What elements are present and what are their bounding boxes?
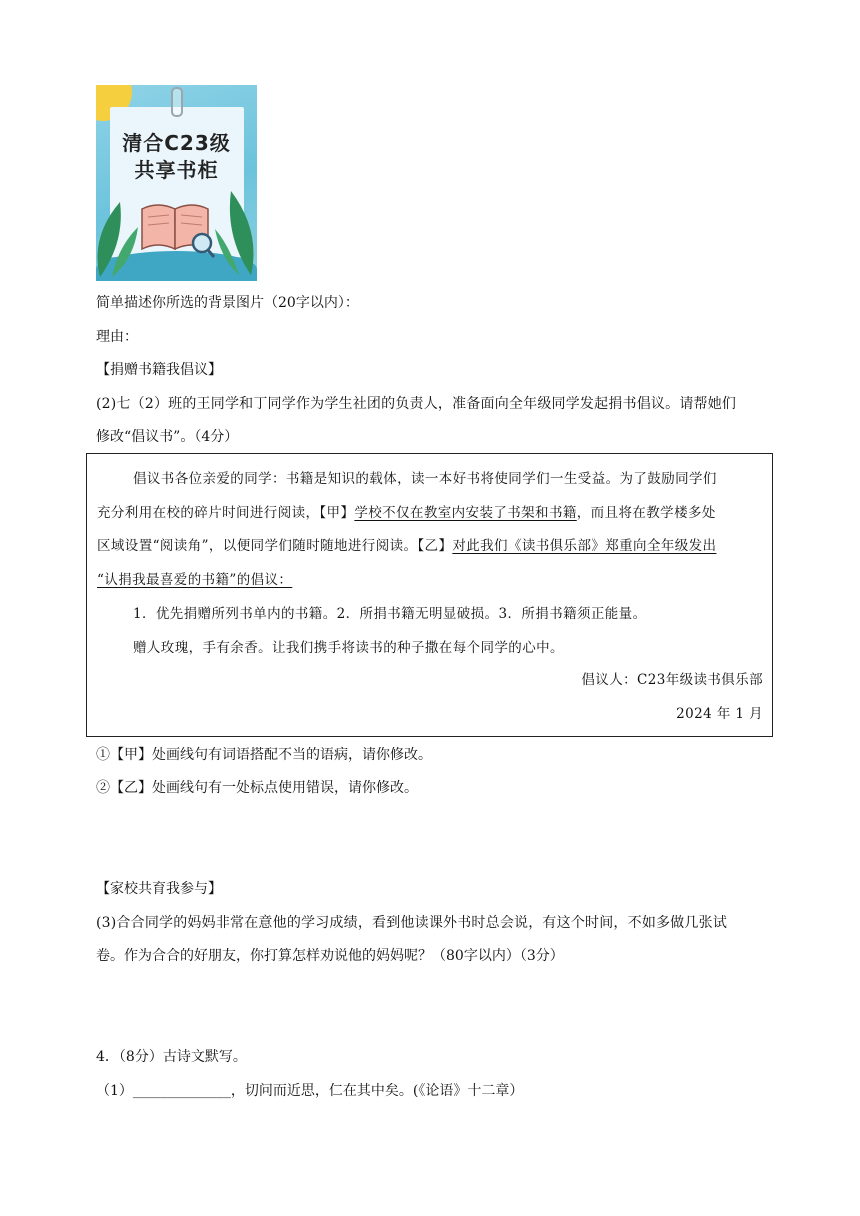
underlined-sentence-yi-cont: “认捐我最喜爱的书籍”的倡议： xyxy=(97,572,293,588)
question-4-item-1: （1）______________，切问而近思，仁在其中矣。(《论语》十二章） xyxy=(96,1083,524,1099)
section-heading-donate: 【捐赠书籍我倡议】 xyxy=(96,362,222,378)
proposal-list: 1．优先捐赠所列书单内的书籍。2．所捐书籍无明显破损。3．所捐书籍须正能量。 xyxy=(133,606,647,622)
question-3-text-cont: 卷。作为合合的好朋友，你打算怎样劝说他的妈妈呢？（80字以内）（3分） xyxy=(96,948,564,964)
bg-describe-prompt: 简单描述你所选的背景图片（20字以内）： xyxy=(96,295,359,311)
sub-question-a: ①【甲】处画线句有词语搭配不当的语病，请你修改。 xyxy=(96,747,432,763)
sub-question-b: ②【乙】处画线句有一处标点使用错误，请你修改。 xyxy=(96,780,418,796)
underlined-sentence-yi: 对此我们《读书俱乐部》郑重向全年级发出 xyxy=(452,538,717,554)
proposal-line-3-start: 区域设置“阅读角”，以便同学们随时随地进行阅读。【乙】 xyxy=(97,538,453,554)
question-3-text: (3)合合同学的妈妈非常在意他的学习成绩，看到他读课外书时总会说，有这个时间，不如多做几张试 xyxy=(96,915,728,931)
proposal-line-2-start: 充分利用在校的碎片时间进行阅读，【甲】 xyxy=(97,505,355,521)
proposal-line-2-end: ，而且将在教学楼多处 xyxy=(576,505,716,521)
question-2-text-cont: 修改“倡议书”。（4分） xyxy=(96,429,239,445)
proposal-line-3 xyxy=(97,536,716,556)
poster-title-line1: 清合C23级 xyxy=(122,131,231,155)
open-book-icon xyxy=(136,199,216,259)
proposal-closing: 赠人玫瑰，手有余香。让我们携手将读书的种子撒在每个同学的心中。 xyxy=(133,640,564,656)
poster-image xyxy=(96,85,257,281)
proposal-box xyxy=(86,453,773,737)
section-heading-family: 【家校共育我参与】 xyxy=(96,881,222,897)
proposal-signer: 倡议人：C23年级读书俱乐部 xyxy=(581,672,763,688)
question-4-title: 4．（8分）古诗文默写。 xyxy=(96,1049,247,1065)
paperclip-icon xyxy=(171,87,183,117)
leaf-left-icon xyxy=(96,197,140,277)
proposal-line-1: 倡议书各位亲爱的同学：书籍是知识的载体，读一本好书将使同学们一生受益。为了鼓励同学们 xyxy=(133,471,717,487)
underlined-sentence-jia: 学校不仅在教室内安装了书架和书籍 xyxy=(354,505,577,521)
reason-prompt: 理由： xyxy=(96,329,138,345)
poster-title-line2: 共享书柜 xyxy=(134,158,219,182)
leaf-right-icon xyxy=(215,189,257,275)
proposal-line-2 xyxy=(97,503,716,523)
question-2-text: (2)七（2）班的王同学和丁同学作为学生社团的负责人，准备面向全年级同学发起捐书倡议。请帮她们 xyxy=(96,396,737,412)
proposal-date: 2024 年 1 月 xyxy=(676,706,763,722)
